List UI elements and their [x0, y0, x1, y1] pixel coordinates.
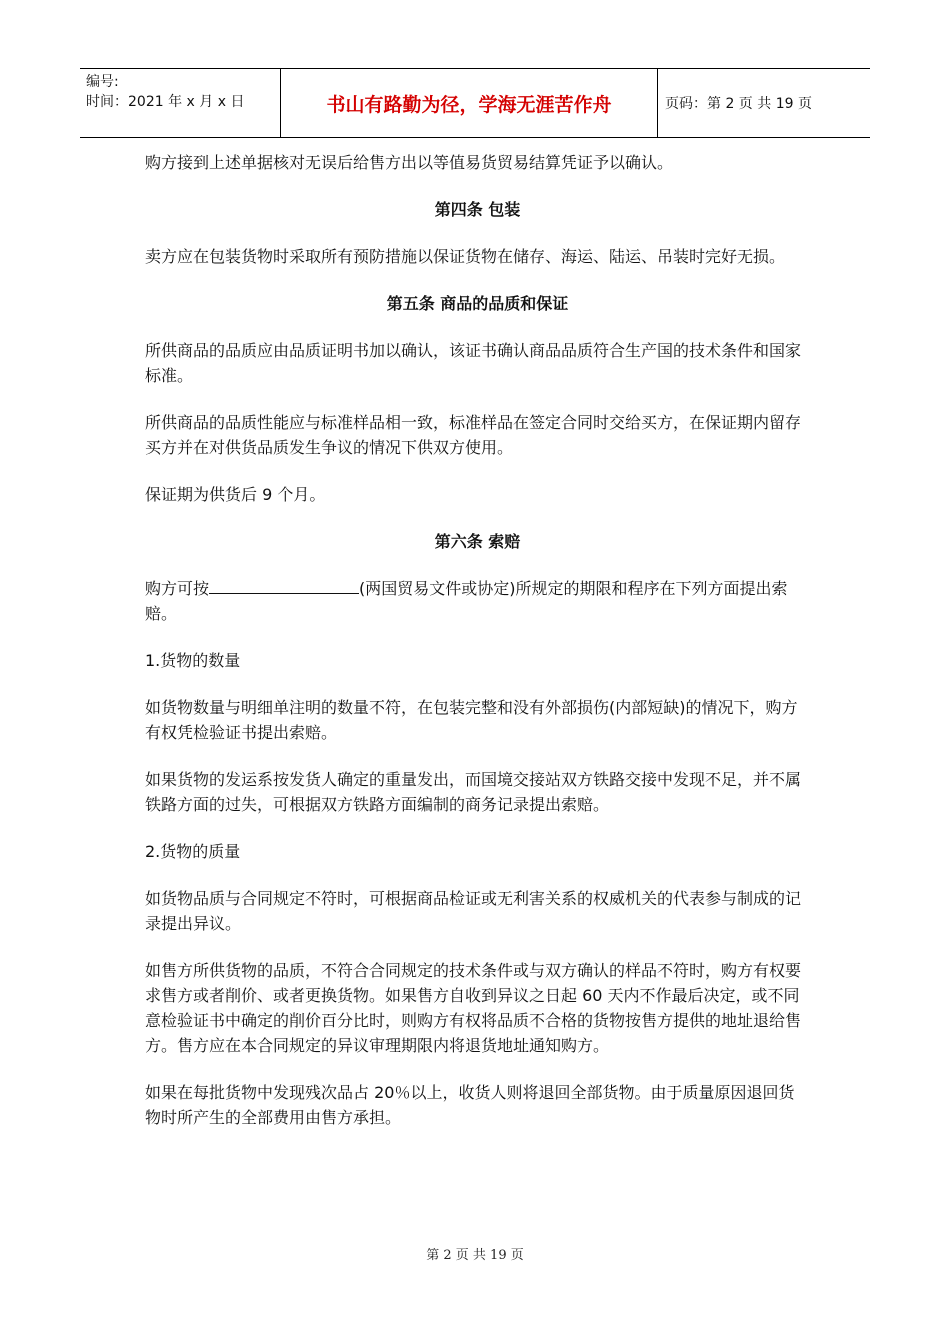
paragraph: 卖方应在包装货物时采取所有预防措施以保证货物在储存、海运、陆运、吊装时完好无损。 [145, 247, 786, 266]
date-label: 时间：2021 年 x 月 x 日 [86, 94, 245, 110]
document-body [145, 150, 810, 1152]
paragraph: 购方接到上述单据核对无误后给售方出以等值易货贸易结算凭证予以确认。 [145, 153, 674, 172]
page-footer: 第 2 页 共 19 页 [426, 1248, 524, 1263]
document-header [80, 68, 870, 138]
header-meta [80, 69, 281, 137]
subsection-quantity: 1.货物的数量 [145, 651, 241, 670]
header-motto: 书山有路勤为径，学海无涯苦作舟 [281, 69, 658, 137]
number-label: 编号: [86, 74, 119, 90]
section-heading-quality-guarantee: 第五条 商品的品质和保证 [386, 294, 569, 313]
paragraph: 如货物数量与明细单注明的数量不符，在包装完整和没有外部损伤(内部短缺)的情况下，购方有权凭检验证书提出索赔。 [145, 698, 798, 742]
paragraph: 如果货物的发运系按发货人确定的重量发出，而国境交接站双方铁路交接中发现不足，并不属铁路方面的过失，可根据双方铁路方面编制的商务记录提出索赔。 [145, 770, 802, 814]
section-heading-claims: 第六条 索赔 [434, 532, 521, 551]
paragraph: 所供商品的品质应由品质证明书加以确认，该证书确认商品品质符合生产国的技术条件和国家标准。 [145, 341, 802, 385]
header-page-info: 页码：第 2 页 共 19 页 [665, 96, 812, 112]
paragraph-with-blank [145, 576, 810, 626]
paragraph-prefix: 购方可按 [145, 579, 210, 598]
paragraph: 保证期为供货后 9 个月。 [145, 485, 326, 504]
paragraph: 如货物品质与合同规定不符时，可根据商品检证或无利害关系的权威机关的代表参与制成的记录提出异议。 [145, 889, 802, 933]
paragraph: 如售方所供货物的品质，不符合合同规定的技术条件或与双方确认的样品不符时，购方有权要求售方或者削价、或者更换货物。如果售方自收到异议之日起 60 天内不作最后决定，或不同意检验证书中确定的削价百分比时，则购方有权将品质不合格的货物按售方提供的地址退给售方。售方应在本合同规定的异议审理期限内将退货地址通知购方。 [145, 961, 802, 1055]
paragraph-suffix: (两国贸易文件或协定)所规定的期限和程序在下列方面提出索赔。 [145, 579, 788, 623]
paragraph: 所供商品的品质性能应与标准样品相一致，标准样品在签定合同时交给买方，在保证期内留存买方并在对供货品质发生争议的情况下供双方使用。 [145, 413, 802, 457]
paragraph: 如果在每批货物中发现残次品占 20％以上，收货人则将退回全部货物。由于质量原因退回货物时所产生的全部费用由售方承担。 [145, 1083, 795, 1127]
fill-in-blank [209, 576, 359, 594]
section-heading-packaging: 第四条 包装 [434, 200, 521, 219]
subsection-quality: 2.货物的质量 [145, 842, 241, 861]
